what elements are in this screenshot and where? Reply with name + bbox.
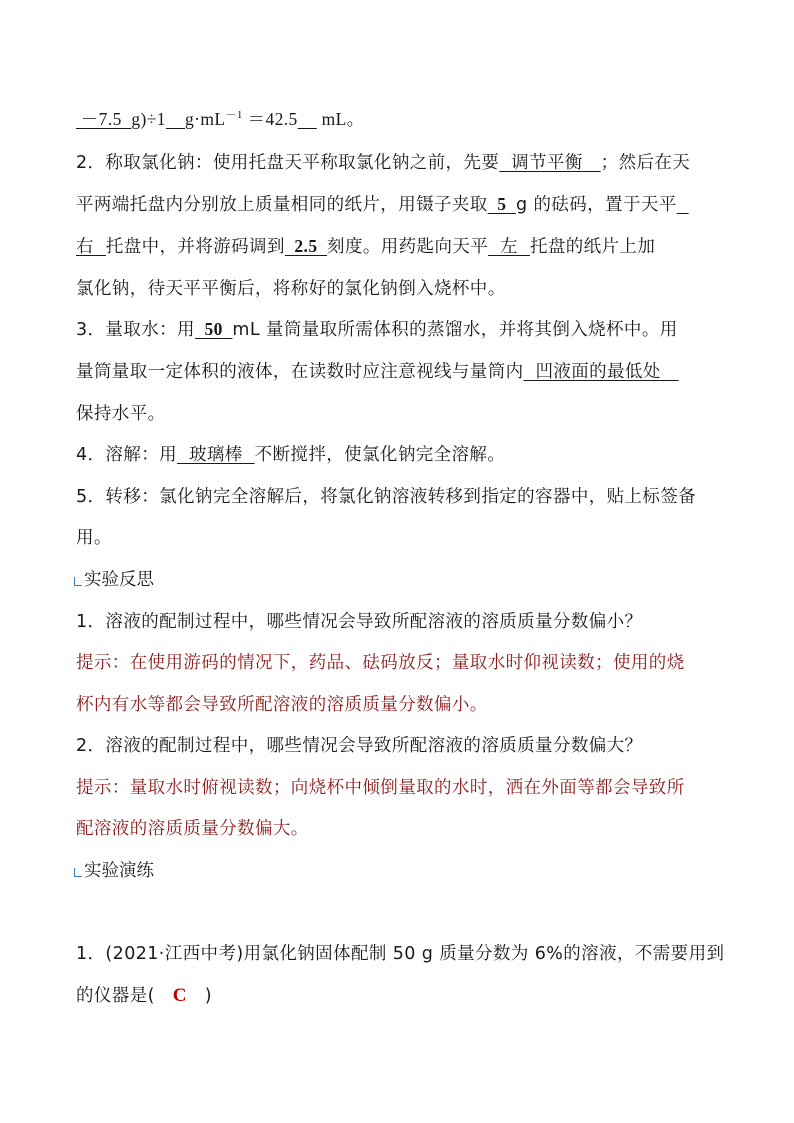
calc-blank-1: －7.5	[80, 109, 122, 129]
calc-eq: ＝42.5	[247, 109, 298, 129]
weigh-text: 平两端托盘内分别放上质量相同的纸片，用镊子夹取	[76, 195, 488, 215]
weigh-blank-right: 右	[76, 237, 94, 257]
weigh-line-2	[76, 191, 689, 216]
calc-line	[76, 106, 365, 131]
water-text: 量筒量取一定体积的液体，在读数时应注意视线与量筒内	[76, 362, 524, 382]
calc-ml: mL。	[321, 109, 365, 129]
section-marker-icon	[74, 577, 82, 586]
weigh-blank-mass: 5	[497, 194, 507, 214]
transfer-line-1: 5．转移：氯化钠完全溶解后，将氯化钠溶液转移到指定的容器中，贴上标签备	[76, 487, 697, 507]
weigh-text: 托盘的纸片上加	[529, 237, 656, 257]
reflection-q1: 1．溶液的配制过程中，哪些情况会导致所配溶液的溶质质量分数偏小？	[76, 612, 643, 632]
weigh-blank-left: 左	[500, 237, 518, 257]
weigh-text: g 的砝码，置于天平	[515, 195, 677, 215]
water-text: 3．量取水：用	[76, 320, 195, 340]
weigh-line-1	[76, 149, 690, 174]
calc-exp: －1	[225, 109, 243, 122]
practice-text: 的仪器是(	[76, 986, 155, 1006]
weigh-text: ；然后在天	[600, 153, 691, 173]
calc-blank-3	[298, 109, 317, 129]
reflection-hint1-b: 杯内有水等都会导致所配溶液的溶质质量分数偏小。	[76, 695, 488, 715]
weigh-text: 刻度。用药匙向天平	[327, 237, 489, 257]
reflection-q2: 2．溶液的配制过程中，哪些情况会导致所配溶液的溶质质量分数偏大？	[76, 736, 643, 756]
calc-blank-2	[166, 109, 185, 129]
water-line-2	[76, 358, 679, 383]
practice-title: 实验演练	[84, 861, 154, 881]
calc-text-1: g)÷1	[131, 109, 166, 129]
water-text: mL 量筒量取所需体积的蒸馏水，并将其倒入烧杯中。用	[232, 320, 678, 340]
water-line-3: 保持水平。	[76, 404, 166, 424]
weigh-line-4: 氯化钠，待天平平衡后，将称好的氯化钠倒入烧杯中。	[76, 279, 506, 299]
water-blank-volume: 50	[204, 319, 223, 339]
reflection-title: 实验反思	[84, 570, 154, 590]
dissolve-text: 不断搅拌，使氯化钠完全溶解。	[254, 445, 506, 465]
practice-text: )	[204, 986, 212, 1006]
dissolve-blank-rod: 玻璃棒	[188, 445, 243, 465]
calc-unit: g·mL	[184, 109, 226, 129]
weigh-text: 托盘中，并将游码调到	[105, 237, 285, 257]
weigh-blank-underscore	[677, 195, 689, 215]
dissolve-line	[76, 441, 505, 466]
weigh-line-3	[76, 233, 655, 258]
transfer-line-2: 用。	[76, 528, 112, 548]
reflection-heading	[74, 566, 154, 591]
water-line-1	[76, 316, 678, 341]
reflection-hint2-a: 提示：量取水时俯视读数；向烧杯中倾倒量取的水时，洒在外面等都会导致所	[76, 778, 685, 798]
practice-q1-line-2	[76, 982, 212, 1007]
section-marker-icon	[74, 868, 82, 877]
weigh-blank-balance: 调节平衡	[511, 153, 583, 173]
weigh-blank-rider: 2.5	[294, 236, 318, 256]
practice-heading	[74, 857, 154, 882]
weigh-text: 2．称取氯化钠：使用托盘天平称取氯化钠之前，先要	[76, 153, 500, 173]
practice-q1-line-1: 1．(2021·江西中考)用氯化钠固体配制 50 g 质量分数为 6%的溶液，不需要用到	[76, 944, 725, 964]
practice-answer: C	[172, 985, 187, 1006]
water-blank-meniscus: 凹液面的最低处	[535, 362, 661, 382]
reflection-hint1-a: 提示：在使用游码的情况下，药品、砝码放反；量取水时仰视读数；使用的烧	[76, 653, 685, 673]
reflection-hint2-b: 配溶液的溶质质量分数偏大。	[76, 819, 309, 839]
dissolve-text: 4．溶解：用	[76, 445, 178, 465]
